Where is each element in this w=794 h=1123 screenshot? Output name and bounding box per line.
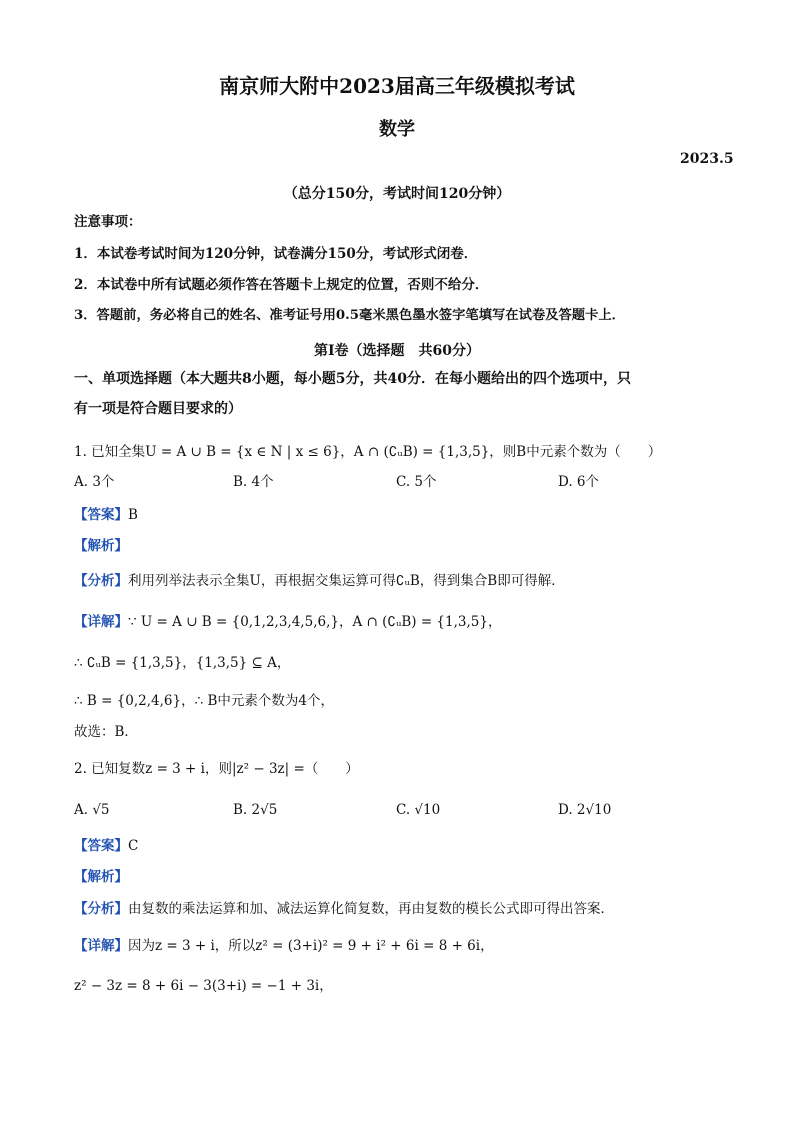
q2-detail-2: z² − 3z = 8 + 6i − 3(3+i) = −1 + 3i，: [74, 978, 333, 994]
part-heading-line1: 一、单项选择题（本大题共8小题，每小题5分，共40分．在每小题给出的四个选项中，只: [74, 371, 631, 387]
q1-detail-2: ∴ ∁ᵤB = {1,3,5}，{1,3,5} ⊆ A，: [74, 655, 291, 671]
q2-analysis-tag: 【解析】: [74, 869, 128, 885]
q1-detail-tag: 【详解】: [74, 614, 128, 630]
q1-answer-row: [74, 506, 138, 524]
q1-answer-value: B: [128, 507, 138, 523]
q1-option-c: C. 5个: [396, 474, 437, 490]
q2-answer-value: C: [128, 838, 139, 854]
q2-option-b: B. 2√5: [233, 802, 278, 818]
q1-answer-tag: 【答案】: [74, 507, 128, 523]
q2-stem: 2. 已知复数z = 3 + i，则|z² − 3z| =（ ）: [74, 761, 359, 777]
volume-title: 第Ⅰ卷（选择题 共60分）: [313, 343, 481, 359]
q2-fenxi-text: 由复数的乘法运算和加、减法运算化简复数，再由复数的模长公式即可得出答案．: [128, 901, 614, 917]
q2-fenxi-row: [74, 900, 614, 918]
notice-heading: 注意事项：: [74, 214, 142, 230]
q2-detail-1: 因为z = 3 + i，所以z² = (3+i)² = 9 + i² + 6i = 8 + 6i，: [128, 938, 494, 954]
q1-fenxi-row: [74, 572, 565, 590]
q2-option-d: D. 2√10: [558, 802, 612, 818]
notice-item-2: 2．本试卷中所有试题必须作答在答题卡上规定的位置，否则不给分．: [74, 277, 489, 293]
q1-conclusion: 故选：B．: [74, 724, 138, 740]
q1-stem: 1. 已知全集U = A ∪ B = {x ∈ N | x ≤ 6}，A ∩ (∁ᵤB) = {1,3,5}，则B中元素个数为（ ）: [74, 444, 662, 460]
q2-option-a: A. √5: [74, 802, 110, 818]
q1-fenxi-text: 利用列举法表示全集U，再根据交集运算可得∁ᵤB，得到集合B即可得解．: [128, 573, 565, 589]
score-time: （总分150分，考试时间120分钟）: [283, 186, 511, 202]
q1-option-a: A. 3个: [74, 474, 115, 490]
q2-answer-tag: 【答案】: [74, 838, 128, 854]
q2-analysis-row: [74, 868, 128, 886]
q2-answer-row: [74, 837, 138, 855]
q1-analysis-row: [74, 537, 128, 555]
q1-option-d: D. 6个: [558, 474, 600, 490]
subject-title: 数学: [379, 119, 415, 140]
q1-detail-1: ∵ U = A ∪ B = {0,1,2,3,4,5,6,}，A ∩ (∁ᵤB) = {1,3,5}，: [128, 614, 502, 630]
part-heading-line2: 有一项是符合题目要求的）: [74, 401, 242, 417]
q1-detail-row: [74, 613, 501, 631]
q1-fenxi-tag: 【分析】: [74, 573, 128, 589]
exam-date: 2023.5: [680, 151, 734, 167]
q2-detail-row: [74, 937, 494, 955]
q2-fenxi-tag: 【分析】: [74, 901, 128, 917]
notice-item-1: 1．本试卷考试时间为120分钟，试卷满分150分，考试形式闭卷．: [74, 246, 478, 262]
notice-item-3: 3．答题前，务必将自己的姓名、准考证号用0.5毫米黑色墨水签字笔填写在试卷及答题卡上．: [74, 308, 625, 323]
q2-detail-tag: 【详解】: [74, 938, 128, 954]
q1-detail-3: ∴ B = {0,2,4,6}，∴ B中元素个数为4个，: [74, 693, 334, 709]
q2-option-c: C. √10: [396, 802, 441, 818]
exam-title: 南京师大附中2023届高三年级模拟考试: [219, 74, 575, 98]
q1-analysis-tag: 【解析】: [74, 538, 128, 554]
q1-option-b: B. 4个: [233, 474, 274, 490]
